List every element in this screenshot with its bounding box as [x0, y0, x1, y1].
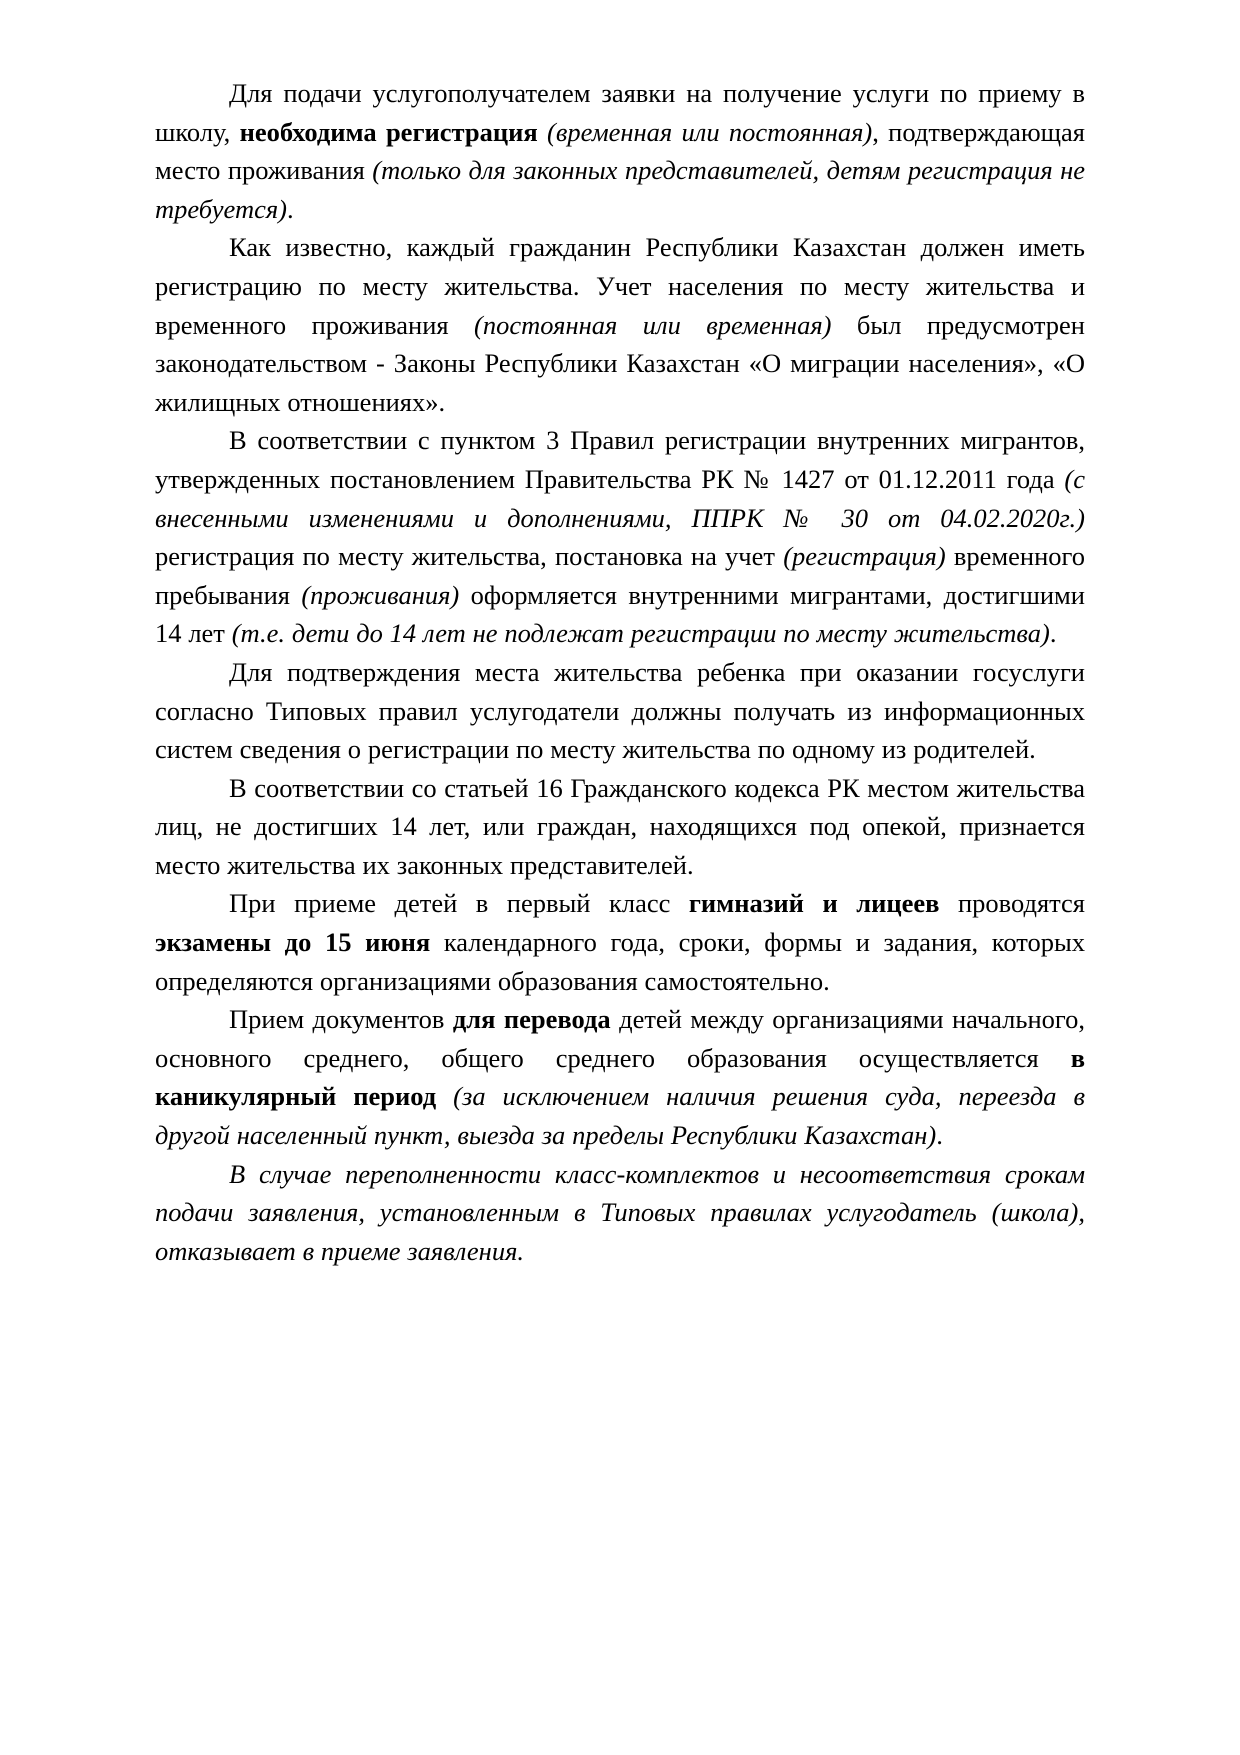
text-run-bold: гимназий и лицеев: [688, 888, 940, 919]
text-run-normal: Для подтверждения места жительства ребенка при оказании госуслуги согласно Типовых правил услугодатели должны получать из информационных систем сведения о регистрации по месту жительства по одному из родителей.: [155, 656, 1085, 765]
text-run-normal: детей между организациями начального, основного среднего, общего среднего образования осуществляется: [155, 1004, 1086, 1073]
paragraph-5: [155, 769, 1085, 885]
text-run-italic: (только для законных представителей, детям регистрация не требуется): [155, 155, 1085, 224]
text-run-normal: .: [287, 193, 294, 224]
text-run-normal: календарного года, сроки, формы и задания, которых определяются организациями образования самостоятельно.: [155, 927, 1086, 996]
text-run-normal: был предусмотрен законодательством - Законы Республики Казахстан «О миграции населения», «О жилищных отношениях».: [155, 309, 1085, 417]
paragraph-6: [155, 884, 1085, 1000]
text-run-normal: В соответствии со статьей 16 Гражданского кодекса РК местом жительства лиц, не достигших 14 лет, или граждан, находящихся под опекой, признается место жительства их законных представителей.: [155, 772, 1085, 880]
text-run-normal: временного пребывания: [155, 541, 1085, 610]
paragraph-7: [155, 1000, 1085, 1154]
text-run-normal: , подтверждающая место проживания: [155, 116, 1085, 186]
text-run-bold: для перевода: [452, 1004, 611, 1035]
text-run-italic: (регистрация): [783, 541, 946, 572]
text-run-italic: В случае переполненности класс-комплектов и несоответствия срокам подачи заявления, установленным в Типовых правилах услугодатель (школа), отказывает в приеме заявления.: [155, 1158, 1085, 1266]
paragraph-1: [155, 74, 1085, 228]
paragraph-2: [155, 228, 1085, 421]
text-run-italic: (с внесенными изменениями и дополнениями, ППРК № 30 от 04.02.2020г.): [155, 463, 1085, 533]
text-run-normal: Как известно, каждый гражданин Республики Казахстан должен иметь регистрацию по месту жительства. Учет населения по месту жительства и временного проживания: [155, 232, 1085, 340]
text-run-italic: (за исключением наличия решения суда, переезда в другой населенный пункт, выезда за пределы Республики Казахстан): [155, 1081, 1086, 1151]
text-run-normal: оформляется внутренними мигрантами, достигшими 14 лет: [155, 579, 1085, 649]
paragraph-3: [155, 421, 1085, 653]
text-run-normal: регистрация по месту жительства, постановка на учет: [155, 541, 784, 572]
text-run-italic: (постоянная или временная): [474, 309, 832, 340]
text-run-normal: При приеме детей в первый класс: [229, 888, 689, 919]
text-run-normal: .: [936, 1120, 943, 1151]
text-run-italic: (временная или постоянная): [547, 116, 873, 147]
text-run-normal: В соответствии с пунктом 3 Правил регистрации внутренних мигрантов, утвержденных постановлением Правительства РК № 1427 от 01.12.2011 года: [155, 425, 1085, 494]
text-run-bold: экзамены до 15 июня: [155, 927, 431, 958]
paragraph-4: [155, 653, 1085, 769]
text-run-normal: [436, 1081, 453, 1111]
text-run-normal: проводятся: [939, 888, 1085, 919]
paragraph-8: [155, 1155, 1085, 1271]
text-run-normal: Для подачи услугополучателем заявки на получение услуги по приему в школу,: [155, 78, 1085, 147]
text-run-normal: .: [1049, 618, 1057, 649]
text-run-normal: Прием документов: [229, 1004, 453, 1035]
text-run-bold: необходима регистрация: [239, 116, 548, 147]
document-text-body: [155, 74, 1085, 1270]
text-run-italic: (т.е. дети до 14 лет не подлежат регистрации по месту жительства): [231, 618, 1050, 649]
text-run-italic: (проживания): [301, 579, 460, 610]
text-run-bold: в каникулярный период: [155, 1042, 1085, 1112]
